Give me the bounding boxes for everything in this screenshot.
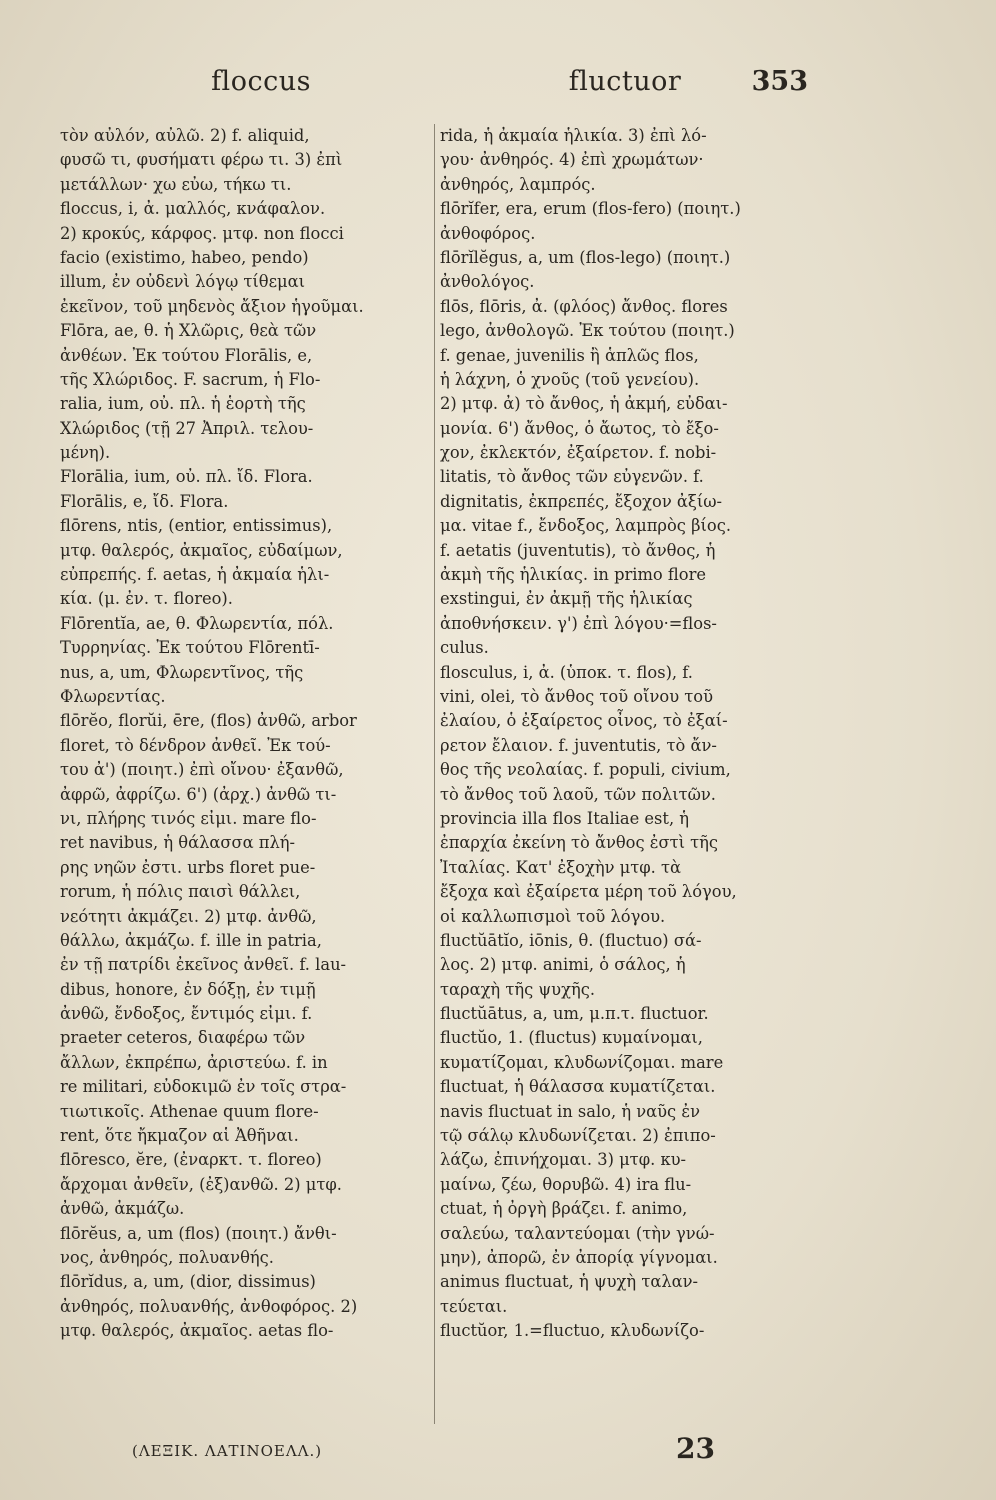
text-line: εὐπρεπής. f. aetas, ἡ ἀκμαία ἡλι- (60, 565, 330, 585)
text-line: τῷ σάλῳ κλυδωνίζεται. 2) ἐπιπο- (440, 1126, 716, 1146)
text-line: flōrĕus, a, um (flos) (ποιητ.) ἄνθι- (60, 1223, 337, 1243)
page-footer (0, 1432, 996, 1472)
text-line: χον, ἐκλεκτόν, ἐξαίρετον. f. nobi- (440, 443, 717, 463)
text-line: ταραχὴ τῆς ψυχῆς. (440, 979, 595, 999)
text-line: rorum, ἡ πόλις παισὶ θάλλει, (60, 882, 301, 902)
text-line: dibus, honore, ἐν δόξῃ, ἐν τιμῇ (60, 979, 316, 999)
text-line: Ἰταλίας. Κατ' ἐξοχὴν μτφ. τὰ (440, 857, 682, 877)
text-line: Flōrentĭa, ae, θ. Φλωρεντία, πόλ. (60, 613, 334, 633)
text-line: ἐν τῇ πατρίδι ἐκεῖνος ἀνθεῖ. f. lau- (60, 955, 347, 975)
text-line: Φλωρεντίας. (60, 686, 166, 706)
running-header (0, 66, 996, 106)
text-line: μονία. 6') ἄνθος, ὁ ἄωτος, τὸ ἔξο- (440, 418, 719, 438)
text-line: vini, olei, τὸ ἄνθος τοῦ οἴνου τοῦ (440, 686, 713, 706)
text-line: litatis, τὸ ἄνθος τῶν εὐγενῶν. f. (440, 467, 704, 487)
page-number: 353 (751, 66, 808, 97)
text-line: οἱ καλλωπισμοὶ τοῦ λόγου. (440, 906, 666, 926)
text-line: provincia illa flos Italiae est, ἡ (440, 808, 690, 828)
text-line: navis fluctuat in salo, ἡ ναῦς ἐν (440, 1101, 700, 1121)
text-line: μετάλλων· χω εὐω, τήκω τι. (60, 174, 292, 194)
text-line: μα. vitae f., ἔνδοξος, λαμπρὸς βίος. (440, 516, 731, 536)
text-line: flōrĭlĕgus, a, um (flos-lego) (ποιητ.) (440, 247, 731, 267)
text-line: ralia, ium, οὐ. πλ. ἡ ἑορτὴ τῆς (60, 394, 306, 414)
text-line: fluctŭor, 1.=fluctuo, κλυδωνίζο- (440, 1321, 705, 1341)
text-line: Τυρρηνίας. Ἐκ τούτου Flōrentī- (60, 638, 320, 658)
text-line: σαλεύω, ταλαντεύομαι (τὴν γνώ- (440, 1223, 715, 1243)
column-divider (434, 124, 435, 1424)
text-line: fluctuat, ἡ θάλασσα κυματίζεται. (440, 1077, 716, 1097)
text-line: re militari, εὐδοκιμῶ ἐν τοῖς στρα- (60, 1077, 347, 1097)
text-line: ἡ λάχνη, ὁ χνοῦς (τοῦ γενείου). (440, 369, 700, 389)
text-line: ἄλλων, ἐκπρέπω, ἀριστεύω. f. in (60, 1052, 328, 1072)
text-line: 2) μτφ. ἀ) τὸ ἄνθος, ἡ ἀκμή, εὐδαι- (440, 394, 728, 414)
text-line: f. aetatis (juventutis), τὸ ἄνθος, ἡ (440, 540, 716, 560)
text-line: 2) κροκύς, κάρφος. μτφ. non flocci (60, 223, 344, 243)
text-line: ἄρχομαι ἀνθεῖν, (ἐξ)ανθῶ. 2) μτφ. (60, 1174, 342, 1194)
text-line: ἀφρῶ, ἀφρίζω. 6') (ἀρχ.) ἀνθῶ τι- (60, 784, 337, 804)
right-column (440, 124, 818, 1344)
text-line: culus. (440, 638, 489, 658)
text-line: illum, ἐν οὐδενὶ λόγῳ τίθεμαι (60, 272, 305, 292)
text-line: rent, ὅτε ἤκμαζον αἱ Ἀθῆναι. (60, 1126, 299, 1146)
text-line: τῆς Χλώριδος. F. sacrum, ἡ Flo- (60, 369, 321, 389)
text-line: ἀνθῶ, ἀκμάζω. (60, 1199, 185, 1219)
text-line: Florālia, ium, οὐ. πλ. ἴδ. Flora. (60, 467, 313, 487)
text-line: floccus, i, ἀ. μαλλός, κνάφαλον. (60, 199, 326, 219)
header-first-word: floccus (211, 66, 311, 97)
text-line: ἀνθηρός, πολυανθής, ἀνθοφόρος. 2) (60, 1296, 358, 1316)
header-last-word: fluctuor (568, 66, 682, 97)
text-line: του ἀ') (ποιητ.) ἐπὶ οἴνου· ἐξανθῶ, (60, 760, 344, 780)
text-line: ἀνθολόγος. (440, 272, 535, 292)
text-line: fluctŭo, 1. (fluctus) κυμαίνομαι, (440, 1028, 703, 1048)
text-line: θος τῆς νεολαίας. f. populi, civium, (440, 760, 731, 780)
text-line: praeter ceteros, διαφέρω τῶν (60, 1028, 306, 1048)
printer-signature: (ΛΕΞΙΚ. ΛΑΤΙΝΟΕΛΛ.) (132, 1442, 323, 1460)
text-line: ἐκεῖνον, τοῦ μηδενὸς ἄξιον ἡγοῦμαι. (60, 296, 364, 316)
text-line: ret navibus, ἡ θάλασσα πλή- (60, 833, 296, 853)
text-line: ἀνθηρός, λαμπρός. (440, 174, 596, 194)
text-line: μένη). (60, 443, 111, 463)
text-line: Florālis, e, ἴδ. Flora. (60, 491, 229, 511)
text-line: ἀνθῶ, ἔνδοξος, ἔντιμός εἰμι. f. (60, 1004, 313, 1024)
text-line: λάζω, ἐπινήχομαι. 3) μτφ. κυ- (440, 1150, 687, 1170)
text-line: Χλώριδος (τῇ 27 Ἀπριλ. τελου- (60, 418, 314, 438)
text-line: γου· ἀνθηρός. 4) ἐπὶ χρωμάτων· (440, 150, 704, 170)
text-line: floret, τὸ δένδρον ἀνθεῖ. Ἐκ τού- (60, 735, 331, 755)
text-line: flōs, flōris, ἀ. (φλόος) ἄνθος. flores (440, 296, 728, 316)
text-line: flōrĭdus, a, um, (dior, dissimus) (60, 1272, 316, 1292)
text-line: ἀκμὴ τῆς ἡλικίας. in primo flore (440, 565, 706, 585)
text-line: ἐπαρχία ἐκείνη τὸ ἄνθος ἐστὶ τῆς (440, 833, 719, 853)
text-line: ἀνθοφόρος. (440, 223, 536, 243)
text-line: τεύεται. (440, 1296, 508, 1316)
text-line: lego, ἀνθολογῶ. Ἐκ τούτου (ποιητ.) (440, 321, 735, 341)
text-line: ctuat, ἡ ὀργὴ βράζει. f. animo, (440, 1199, 688, 1219)
sheet-number: 23 (676, 1432, 715, 1465)
text-line: nus, a, um, Φλωρεντῖνος, τῆς (60, 662, 304, 682)
text-line: λος. 2) μτφ. animi, ὁ σάλος, ἡ (440, 955, 686, 975)
text-line: μην), ἀπορῶ, ἐν ἀπορίᾳ γίγνομαι. (440, 1247, 718, 1267)
text-line: τιωτικοῖς. Athenae quum flore- (60, 1101, 319, 1121)
text-line: μαίνω, ζέω, θορυβῶ. 4) ira flu- (440, 1174, 692, 1194)
text-line: νος, ἀνθηρός, πολυανθής. (60, 1247, 274, 1267)
text-line: fluctŭātus, a, um, μ.π.τ. fluctuor. (440, 1004, 709, 1024)
text-line: flōrens, ntis, (entior, entissimus), (60, 516, 333, 536)
text-line: μτφ. θαλερός, ἀκμαῖος, εὐδαίμων, (60, 540, 343, 560)
text-line: κία. (μ. ἐν. τ. floreo). (60, 589, 233, 609)
text-line: ρετον ἔλαιον. f. juventutis, τὸ ἄν- (440, 735, 717, 755)
text-line: flosculus, i, ἀ. (ὑποκ. τ. flos), f. (440, 662, 693, 682)
text-line: flōresco, ĕre, (ἐναρκτ. τ. floreo) (60, 1150, 322, 1170)
text-line: f. genae, juvenilis ἢ ἁπλῶς flos, (440, 345, 699, 365)
text-line: κυματίζομαι, κλυδωνίζομαι. mare (440, 1052, 724, 1072)
text-line: νι, πλήρης τινός εἰμι. mare flo- (60, 808, 317, 828)
text-line: ἔξοχα καὶ ἐξαίρετα μέρη τοῦ λόγου, (440, 882, 737, 902)
text-line: flōrĭfer, era, erum (flos-fero) (ποιητ.) (440, 199, 741, 219)
text-line: νεότητι ἀκμάζει. 2) μτφ. ἀνθῶ, (60, 906, 317, 926)
text-line: Flōra, ae, θ. ἡ Χλῶρις, θεὰ τῶν (60, 321, 317, 341)
text-line: θάλλω, ἀκμάζω. f. ille in patria, (60, 930, 322, 950)
text-line: fluctŭātĭo, iōnis, θ. (fluctuo) σά- (440, 930, 702, 950)
text-line: τὸ ἄνθος τοῦ λαοῦ, τῶν πολιτῶν. (440, 784, 716, 804)
text-line: dignitatis, ἐκπρεπές, ἔξοχον ἀξίω- (440, 491, 723, 511)
text-line: exstingui, ἐν ἀκμῇ τῆς ἡλικίας (440, 589, 693, 609)
text-line: τὸν αὐλόν, αὐλῶ. 2) f. aliquid, (60, 126, 310, 145)
text-line: rida, ἡ ἀκμαία ἡλικία. 3) ἐπὶ λό- (440, 126, 707, 145)
left-column (60, 124, 432, 1344)
text-line: μτφ. θαλερός, ἀκμαῖος. aetas flo- (60, 1321, 334, 1341)
text-line: facio (existimo, habeo, pendo) (60, 247, 309, 267)
text-line: ἀνθέων. Ἐκ τούτου Florālis, e, (60, 345, 313, 365)
text-line: φυσῶ τι, φυσήματι φέρω τι. 3) ἐπὶ (60, 150, 343, 170)
text-line: ρης νηῶν ἐστι. urbs floret pue- (60, 857, 316, 877)
text-line: ἐλαίου, ὁ ἐξαίρετος οἶνος, τὸ ἐξαί- (440, 711, 728, 731)
text-line: ἀποθνήσκειν. γ') ἐπὶ λόγου·=flos- (440, 613, 717, 633)
text-line: animus fluctuat, ἡ ψυχὴ ταλαν- (440, 1272, 699, 1292)
text-line: flōrĕo, florŭi, ēre, (flos) ἀνθῶ, arbor (60, 711, 357, 731)
